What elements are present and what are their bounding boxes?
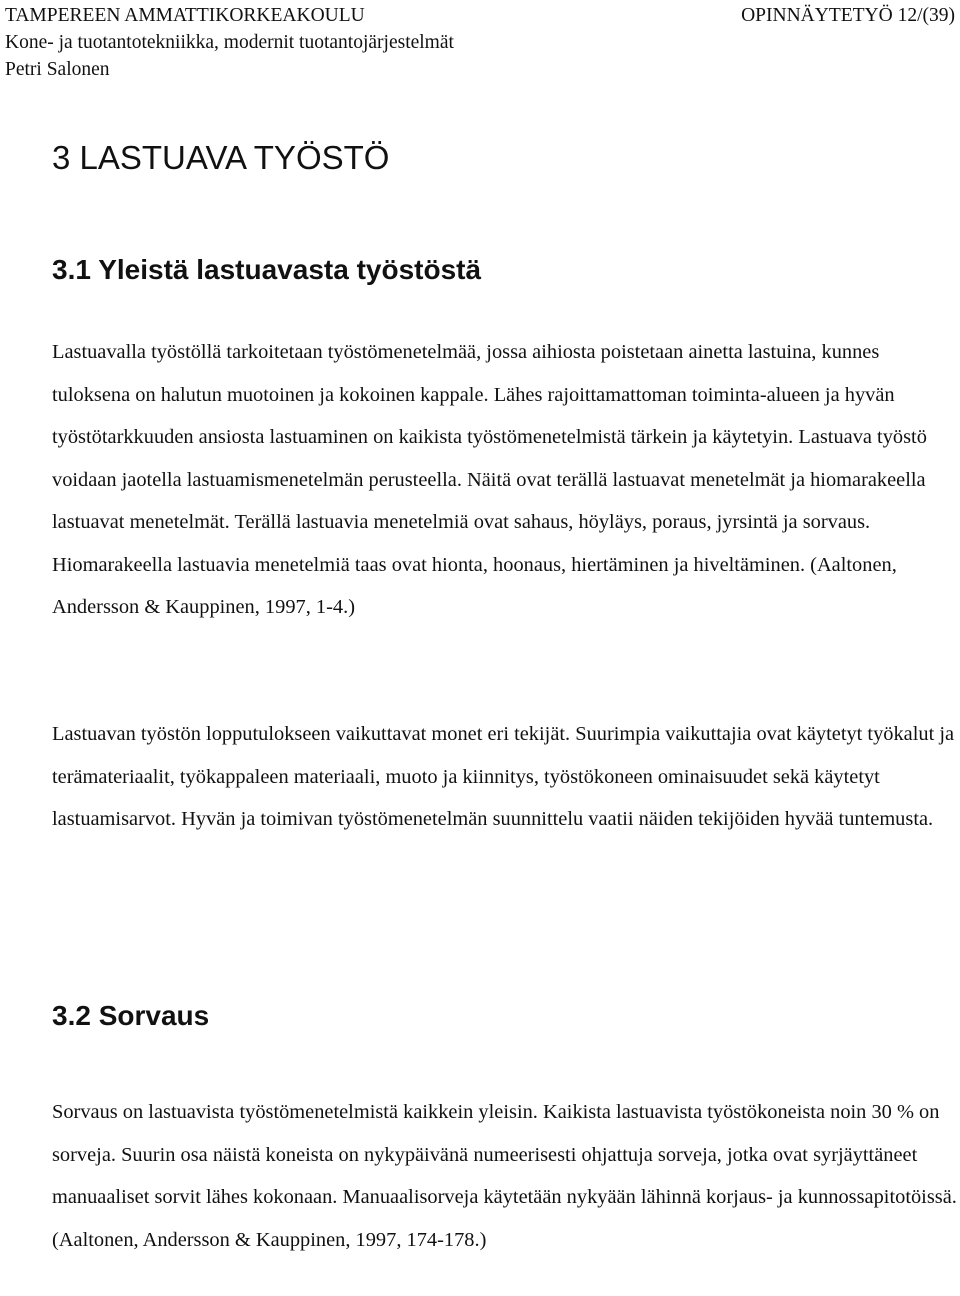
section-heading-3-1: 3.1 Yleistä lastuavasta työstöstä [52,254,482,285]
document-type-page-number: OPINNÄYTETYÖ 12/(39) [741,5,955,26]
chapter-heading: 3 LASTUAVA TYÖSTÖ [52,139,390,176]
institution-name: TAMPEREEN AMMATTIKORKEAKOULU [5,5,365,26]
section-3-1-paragraph-2: Lastuavan työstön lopputulokseen vaikuttavat monet eri tekijät. Suurimpia vaikuttajia ovat käytetyt työkalut ja terämateriaalit, työkappaleen materiaali, muoto ja kiinnitys, työstökoneen ominaisuudet sekä käytetyt lastuamisarvot. Hyvän ja toimivan työstömenetelmän suunnittelu vaatii näiden tekijöiden hyvää tuntemusta. [52,723,955,830]
department-name: Kone- ja tuotantotekniikka, modernit tuotantojärjestelmät [5,32,454,53]
author-name: Petri Salonen [5,59,110,80]
section-3-1-paragraph-1: Lastuavalla työstöllä tarkoitetaan työstömenetelmää, jossa aihiosta poistetaan ainetta lastuina, kunnes tuloksena on halutun muotoinen ja kokoinen kappale. Lähes rajoittamattoman toiminta-alueen ja hyvän työstötarkkuuden ansiosta lastuaminen on kaikista työstömenetelmistä tärkein ja käytetyin. Lastuava työstö voidaan jaotella lastuamismenetelmän perusteella. Näitä ovat terällä lastuavat menetelmät ja hiomarakeella lastuavat menetelmät. Terällä lastuavia menetelmiä ovat sahaus, höyläys, poraus, jyrsintä ja sorvaus. Hiomarakeella lastuavia menetelmiä taas ovat hionta, hoonaus, hiertäminen ja hiveltäminen. (Aaltonen, Andersson & Kauppinen, 1997, 1-4.) [52,341,927,618]
page-header [5,2,955,83]
section-heading-3-2: 3.2 Sorvaus [52,1000,210,1031]
header-top-row [5,2,955,29]
section-3-2-paragraph-1: Sorvaus on lastuavista työstömenetelmistä kaikkein yleisin. Kaikista lastuavista työstökoneista noin 30 % on sorveja. Suurin osa näistä koneista on nykypäivänä numeerisesti ohjattuja sorveja, jotka ovat syrjäyttäneet manuaaliset sorvit lähes kokonaan. Manuaalisorveja käytetään nykyään lähinnä korjaus- ja kunnossapitotöissä. (Aaltonen, Andersson & Kauppinen, 1997, 174-178.) [52,1101,957,1251]
